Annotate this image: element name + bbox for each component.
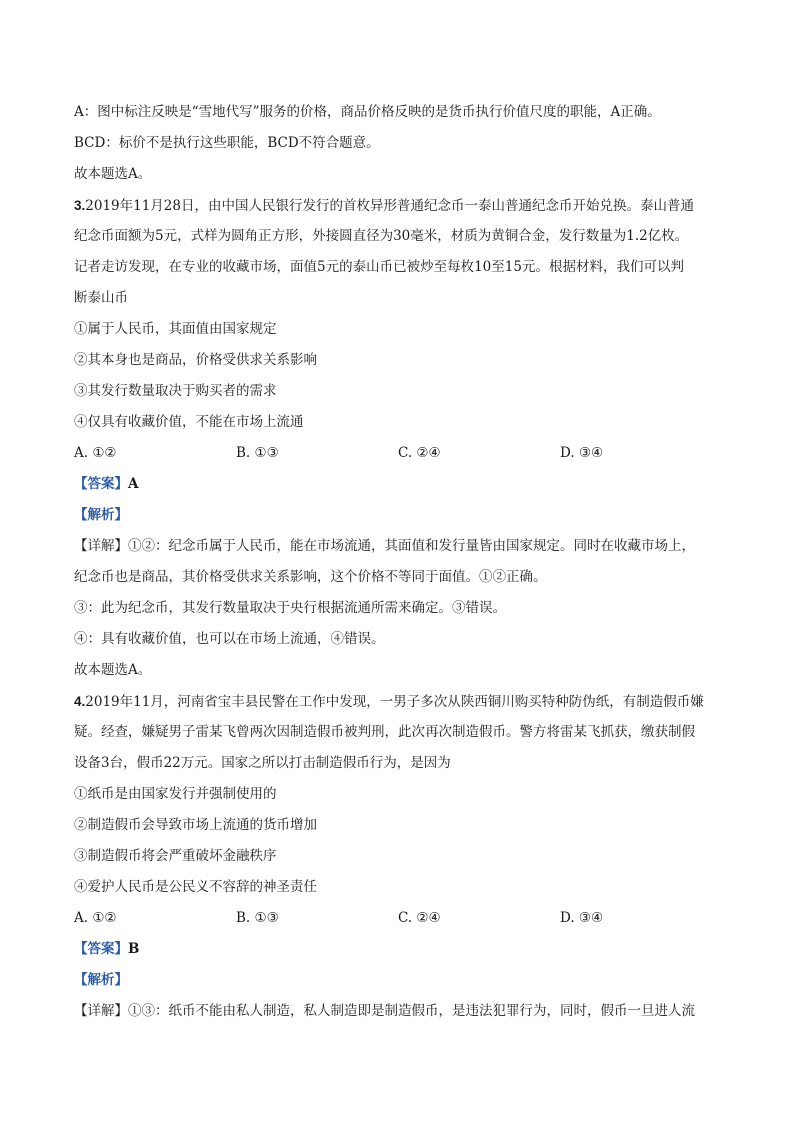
q3-conclusion: 故本题选A。 [74,662,152,678]
q3-detail-line: 纪念币也是商品，其价格受供求关系影响，这个价格不等同于面值。①②正确。 [74,569,547,585]
analysis-tag: 【解析】 [74,507,128,523]
q3-detail-line: 【详解】①②：纪念币属于人民币，能在市场流通，其面值和发行量皆由国家规定。同时在收藏市场上， [74,538,695,554]
q4-item-2: ②制造假币会导致市场上流通的货币增加 [74,817,317,833]
q3-item-4: ④仅具有收藏价值，不能在市场上流通 [74,414,304,430]
q3-stem-line: 纪念币面额为5元，式样为圆角正方形，外接圆直径为30毫米，材质为黄铜合金，发行数量为1.2亿枚。 [74,228,689,244]
q3-analysis-heading [74,500,724,531]
q4-item-4: ④爱护人民币是公民义不容辞的神圣责任 [74,879,317,895]
q3-option-c: C. ②④ [398,445,441,461]
q4-stem-line: 疑。经查，嫌疑男子雷某飞曾两次因制造假币被判刑，此次再次制造假币。警方将雷某飞抓获，缴获制假 [74,724,695,740]
q4-option-d: D. ③④ [560,910,604,926]
q3-options [74,438,724,469]
q4-options [74,903,724,934]
analysis-tag: 【解析】 [74,972,128,988]
q3-option-b: B. ①③ [236,445,279,461]
answer-tag: 【答案】 [74,476,128,492]
q4-option-c: C. ②④ [398,910,441,926]
detail-tag: 【详解】 [74,1003,128,1019]
q4-stem-line: 4.2019年11月，河南省宝丰县民警在工作中发现，一男子多次从陕西铜川购买特种防伪纸，有制造假币嫌 [74,694,704,710]
q3-answer [74,469,724,500]
q4-stem-line: 设备3台，假币22万元。国家之所以打击制造假币行为，是因为 [74,755,451,771]
q3-item-3: ③其发行数量取决于购买者的需求 [74,383,277,399]
q4-answer [74,934,724,965]
q4-number: 4. [74,694,86,709]
answer-value: A [128,476,139,492]
q3-option-d: D. ③④ [560,445,604,461]
q4-item-1: ①纸币是由国家发行并强制使用的 [74,786,277,802]
q4-option-b: B. ①③ [236,910,279,926]
q3-item-1: ①属于人民币，其面值由国家规定 [74,321,277,337]
q3-option-a: A. ①② [74,445,117,461]
answer-value: B [128,941,140,957]
q3-stem-line: 3.2019年11月28日，由中国人民银行发行的首枚异形普通纪念币一泰山普通纪念币开始兑换。泰山普通 [74,198,694,214]
prev-option-a-analysis: A：图中标注反映是“雪地代写”服务的价格，商品价格反映的是货币执行价值尺度的职能，A正确。 [74,104,661,120]
prev-option-bcd-analysis: BCD：标价不是执行这些职能，BCD不符合题意。 [74,135,380,151]
answer-tag: 【答案】 [74,941,128,957]
q3-stem-line: 断泰山币 [74,290,128,306]
q3-detail-line: ④：具有收藏价值，也可以在市场上流通，④错误。 [74,631,385,647]
q3-item-2: ②其本身也是商品，价格受供求关系影响 [74,352,317,368]
q4-option-a: A. ①② [74,910,117,926]
document-page [74,97,724,1027]
q3-number: 3. [74,198,86,213]
q3-detail-line: ③：此为纪念币，其发行数量取决于央行根据流通所需来确定。③错误。 [74,600,506,616]
q4-analysis-heading [74,965,724,996]
q4-detail-line: 【详解】①③：纸币不能由私人制造，私人制造即是制造假币，是违法犯罪行为，同时，假币一旦进人流 [74,1003,695,1019]
q3-stem-line: 记者走访发现，在专业的收藏市场，面值5元的泰山币已被炒至每枚10至15元。根据材料，我们可以判 [74,259,684,275]
prev-conclusion: 故本题选A。 [74,166,152,182]
q4-item-3: ③制造假币将会严重破坏金融秩序 [74,848,277,864]
detail-tag: 【详解】 [74,538,128,554]
